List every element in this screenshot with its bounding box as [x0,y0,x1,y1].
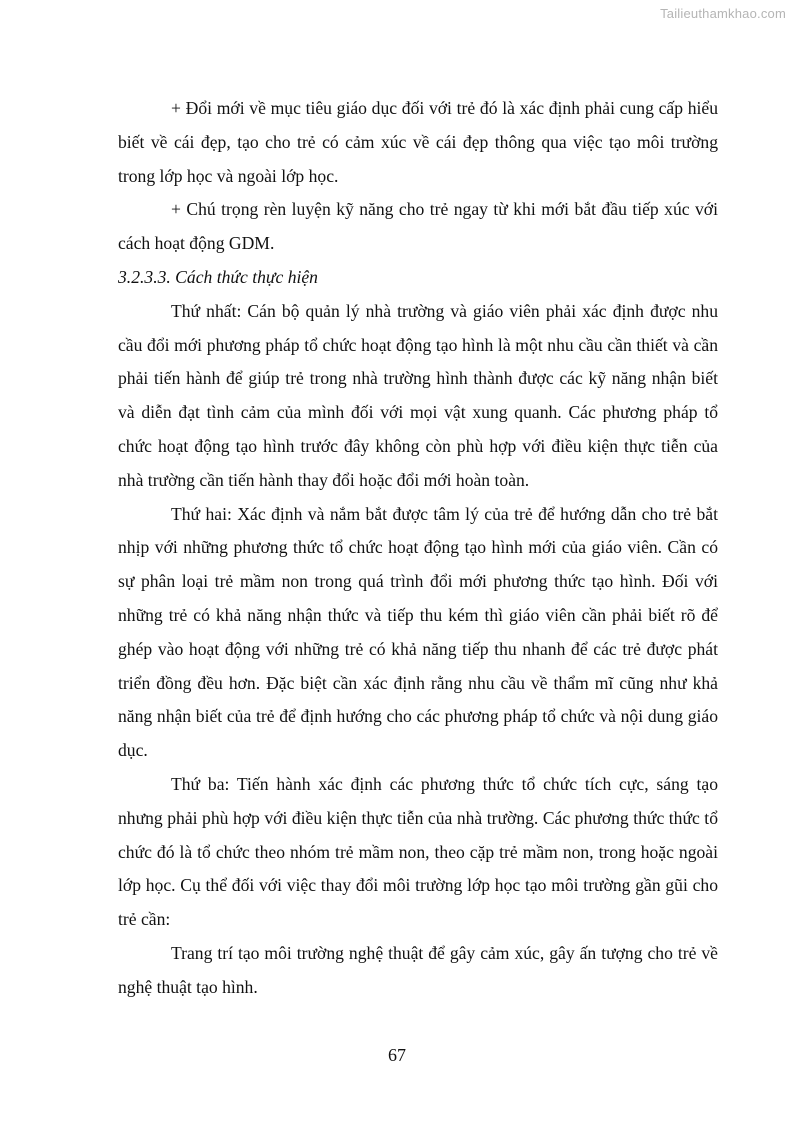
watermark: Tailieuthamkhao.com [660,6,786,21]
paragraph-decoration: Trang trí tạo môi trường nghệ thuật để gây cảm xúc, gây ấn tượng cho trẻ về nghệ thuật tạo hình. [118,942,718,997]
page-number: 67 [388,1045,406,1065]
paragraph-first: Thứ nhất: Cán bộ quản lý nhà trường và giáo viên phải xác định được nhu cầu đổi mới phương pháp tổ chức hoạt động tạo hình là một nhu cầu cần thiết và cần phải tiến hành để giúp trẻ trong nhà trường hình thành được các kỹ năng nhận biết và diễn đạt tình cảm của mình đối với mọi vật xung quanh. Các phương pháp tổ chức hoạt động tạo hình trước đây không còn phù hợp với điều kiện thực tiễn của nhà trường cần tiến hành thay đổi hoặc đổi mới hoàn toàn. [118,300,718,490]
section-heading: 3.2.3.3. Cách thức thực hiện [118,266,318,287]
paragraph-skill-training: + Chú trọng rèn luyện kỹ năng cho trẻ ngay từ khi mới bắt đầu tiếp xúc với cách hoạt động GDM. [118,199,718,254]
paragraph-second: Thứ hai: Xác định và nắm bắt được tâm lý của trẻ để hướng dẫn cho trẻ bắt nhịp với những phương thức tổ chức hoạt động tạo hình mới của giáo viên. Cần có sự phân loại trẻ mầm non trong quá trình đổi mới phương thức tạo hình. Đối với những trẻ có khả năng nhận thức và tiếp thu kém thì giáo viên cần phải biết rõ để ghép vào hoạt động với những trẻ có khả năng tiếp thu nhanh để các trẻ được phát triển đồng đều hơn. Đặc biệt cần xác định rằng nhu cầu về thẩm mĩ cũng như khả năng nhận biết của trẻ để định hướng cho các phương pháp tổ chức và nội dung giáo dục. [118,503,718,761]
paragraph-third: Thứ ba: Tiến hành xác định các phương thức tổ chức tích cực, sáng tạo nhưng phải phù hợp với điều kiện thực tiễn của nhà trường. Các phương thức thức tổ chức đó là tổ chức theo nhóm trẻ mầm non, theo cặp trẻ mầm non, trong hoặc ngoài lớp học. Cụ thể đối với việc thay đổi môi trường lớp học tạo môi trường gần gũi cho trẻ cần: [118,773,718,930]
document-body [118,92,718,1005]
paragraph-goal-innovation: + Đổi mới về mục tiêu giáo dục đối với trẻ đó là xác định phải cung cấp hiểu biết về cái đẹp, tạo cho trẻ có cảm xúc về cái đẹp thông qua việc tạo môi trường trong lớp học và ngoài lớp học. [118,98,718,186]
